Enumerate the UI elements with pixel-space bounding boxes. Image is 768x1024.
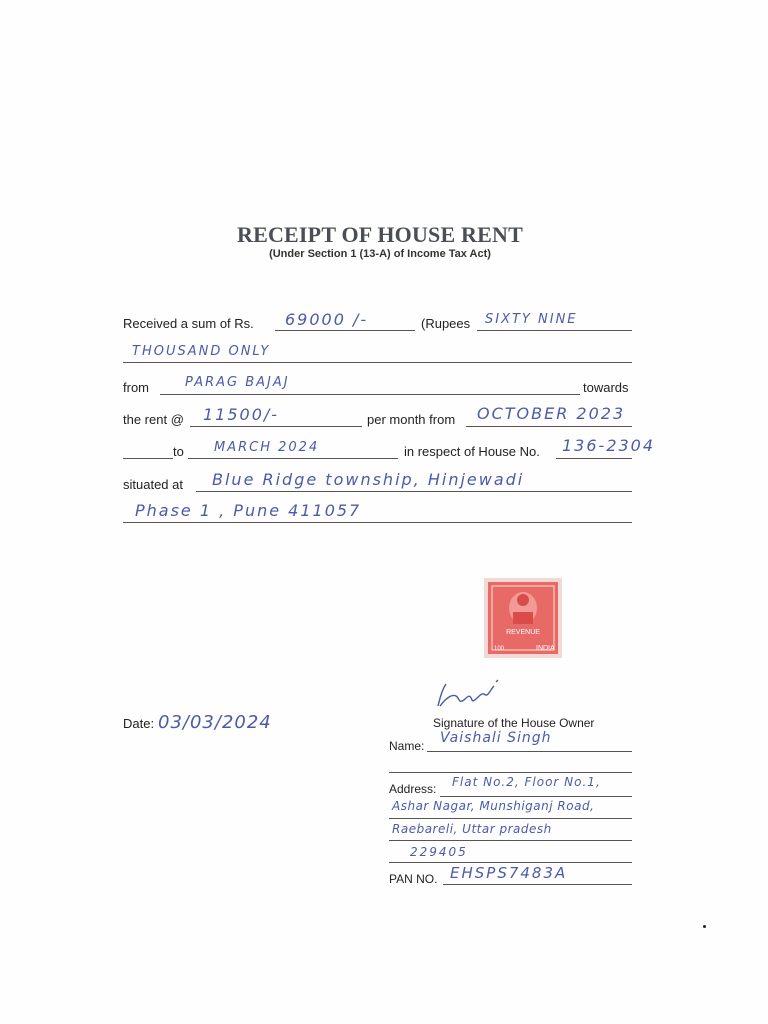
date-value: 03/03/2024 — [158, 712, 272, 733]
rent-line — [190, 426, 362, 427]
house-no-value: 136-2304 — [562, 436, 656, 455]
to-label: to — [173, 444, 184, 459]
period-to-line — [188, 458, 398, 459]
period-to-value: MARCH 2024 — [214, 440, 320, 455]
address-line-3 — [389, 840, 632, 841]
situated-line-1 — [196, 491, 632, 492]
address-value-3: Raebareli, Uttar pradesh — [392, 822, 552, 836]
address-value-4: 229405 — [410, 845, 468, 859]
name-line — [427, 751, 632, 752]
situated-value-1: Blue Ridge township, Hinjewadi — [212, 470, 525, 489]
pan-line — [443, 884, 632, 885]
amount-line — [275, 330, 415, 331]
words-line-1 — [477, 330, 632, 331]
stamp-revenue-text: REVENUE — [506, 629, 540, 636]
per-month-from-label: per month from — [367, 412, 456, 427]
amount-words-2: THOUSAND ONLY — [132, 344, 271, 359]
period-from-value: OCTOBER 2023 — [477, 404, 626, 423]
payer-line — [160, 394, 580, 395]
document-subtitle: (Under Section 1 (13-A) of Income Tax Act) — [269, 248, 491, 260]
rent-at-label: the rent @ — [123, 412, 184, 427]
received-sum-label: Received a sum of Rs. — [123, 316, 254, 331]
house-no-label: in respect of House No. — [404, 444, 540, 459]
words-line-2 — [123, 362, 632, 363]
pan-label: PAN NO. — [389, 872, 438, 886]
address-value-1: Flat No.2, Floor No.1, — [452, 775, 601, 789]
amount-value: 69000 /- — [285, 310, 369, 329]
address-line-1 — [440, 796, 632, 797]
ink-dot — [703, 925, 706, 928]
owner-signature — [430, 676, 520, 716]
signature-caption: Signature of the House Owner — [433, 716, 595, 730]
address-value-2: Ashar Nagar, Munshiganj Road, — [392, 799, 595, 813]
house-no-line — [556, 458, 632, 459]
situated-at-label: situated at — [123, 477, 183, 492]
address-label: Address: — [389, 782, 437, 796]
from-label: from — [123, 380, 149, 395]
amount-words-1: SIXTY NINE — [485, 312, 578, 327]
towards-label: towards — [583, 380, 629, 395]
situated-value-2: Phase 1 , Pune 411057 — [135, 501, 362, 520]
address-line-2 — [389, 818, 632, 819]
pan-value: EHSPS7483A — [450, 864, 568, 882]
period-from-line — [466, 426, 632, 427]
document-title: RECEIPT OF HOUSE RENT — [237, 222, 523, 247]
stamp-value-text: 100 — [494, 646, 505, 652]
address-line-4 — [389, 862, 632, 863]
signature-text: Vsingh — [430, 676, 434, 677]
address-top-line — [389, 772, 632, 773]
date-label: Date: — [123, 716, 155, 731]
rupees-label: (Rupees — [421, 316, 471, 331]
payer-name: PARAG BAJAJ — [185, 375, 290, 390]
rent-value: 11500/- — [203, 405, 280, 424]
owner-name: Vaishali Singh — [440, 730, 552, 746]
to-leading-line — [123, 458, 173, 459]
stamp-india-text: INDIA — [536, 645, 555, 652]
revenue-stamp — [484, 578, 562, 658]
situated-line-2 — [123, 522, 632, 523]
name-label: Name: — [389, 739, 425, 753]
